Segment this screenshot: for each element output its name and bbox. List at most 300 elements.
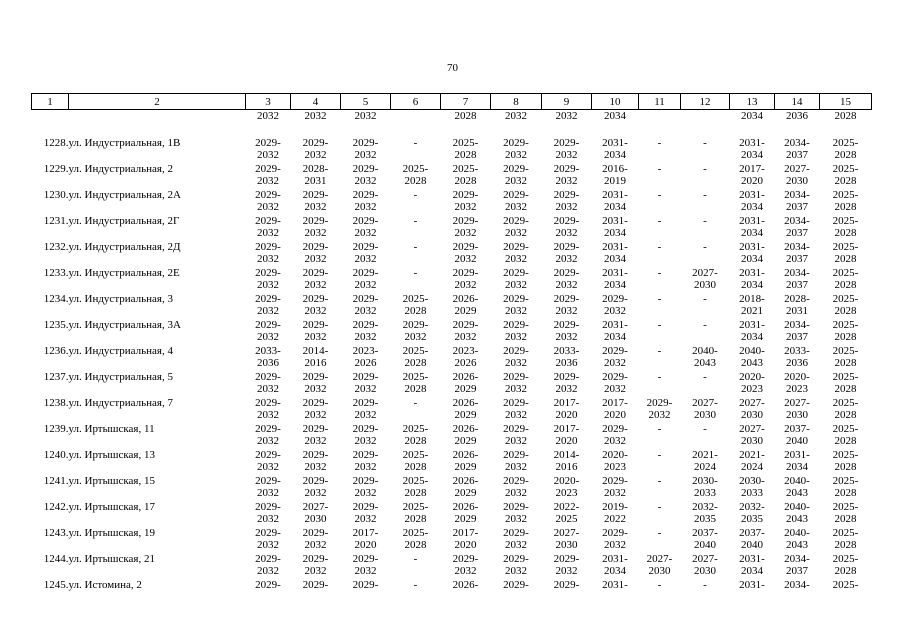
row-number: 1241.: [43, 475, 69, 487]
column-header: 2: [69, 94, 246, 110]
table-cell: 2029- 2032: [255, 501, 281, 525]
table-cell: -: [703, 215, 707, 227]
table-cell: 2026- 2029: [452, 371, 479, 395]
table-cell: 2031- 2034: [739, 137, 765, 161]
table-cell: 2029- 2032: [553, 189, 580, 213]
table-cell: 2025- 2028: [832, 397, 859, 421]
table-row: [32, 552, 872, 578]
table-cell: 2032- 2035: [692, 501, 718, 525]
table-cell: 2025- 2028: [402, 423, 429, 447]
page-number: 70: [447, 62, 458, 74]
table-cell: 2029- 2032: [503, 241, 529, 265]
table-cell: 2017- 2020: [553, 397, 580, 421]
table-cell: 2034: [604, 110, 626, 122]
table-cell: 2026- 2029: [452, 501, 479, 525]
table-cell: 2029- 2032: [503, 527, 529, 551]
table-cell: 2029- 2032: [302, 137, 329, 161]
table-cell: 2031- 2034: [602, 137, 628, 161]
table-cell: 2029- 2032: [352, 267, 379, 291]
row-number: 1232.: [43, 241, 69, 253]
table-cell: 2029- 2032: [602, 423, 628, 447]
table-row: [32, 526, 872, 552]
table-cell: 2025- 2028: [832, 475, 859, 499]
column-header: 6: [391, 94, 441, 110]
table-cell: 2029- 2032: [302, 553, 329, 577]
table-cell: 2029- 2032: [602, 475, 628, 499]
table-row: [32, 448, 872, 474]
table-cell: -: [657, 345, 662, 357]
table-cell: 2029- 2032: [302, 527, 329, 551]
table-cell: 2029-: [352, 579, 379, 591]
row-address: ул. Индустриальная, 2А: [68, 189, 181, 201]
column-header: 7: [441, 94, 491, 110]
table-cell: 2020- 2023: [739, 371, 765, 395]
table-row: [32, 214, 872, 240]
table-cell: 2034- 2037: [784, 267, 810, 291]
table-cell: -: [703, 371, 707, 383]
row-address: ул. Индустриальная, 2: [68, 163, 173, 175]
table-cell: 2034- 2037: [784, 553, 810, 577]
table-cell: 2029- 2032: [255, 397, 281, 421]
table-cell: -: [703, 241, 707, 253]
table-cell: 2029- 2032: [352, 553, 379, 577]
row-number: 1239.: [43, 423, 69, 435]
table-cell: 2025- 2028: [452, 137, 479, 161]
table-cell: 2025- 2028: [832, 241, 859, 265]
table-cell: 2029- 2032: [452, 189, 479, 213]
table-cell: 2032: [505, 110, 527, 122]
table-cell: 2029- 2032: [553, 241, 580, 265]
table-cell: 2025- 2028: [452, 163, 479, 187]
table-cell: [639, 110, 681, 137]
table-cell: 2029- 2032: [302, 215, 329, 239]
table-cell: 2029- 2032: [553, 163, 580, 187]
table-cell: 2021- 2024: [692, 449, 718, 473]
table-cell: 2014- 2016: [302, 345, 329, 369]
table-cell: 2031- 2034: [739, 215, 765, 239]
table-cell: 2031- 2034: [739, 189, 765, 213]
table-cell: 2027- 2030: [692, 267, 718, 291]
table-cell: 2029- 2032: [553, 371, 580, 395]
table-cell: 2032: [354, 110, 377, 122]
table-cell: 2028: [454, 110, 477, 122]
table-cell: 2027- 2030: [553, 527, 580, 551]
table-cell: 2029- 2032: [255, 137, 281, 161]
table-cell: 2029- 2032: [302, 397, 329, 421]
table-cell: 2031- 2034: [739, 267, 765, 291]
table-cell: 2025- 2028: [832, 501, 859, 525]
table-cell: 2029- 2032: [452, 553, 479, 577]
table-cell: 2029- 2032: [302, 423, 329, 447]
table-cell: 2029- 2032: [503, 293, 529, 317]
row-address: ул. Индустриальная, 4: [68, 345, 173, 357]
table-cell: 2028: [834, 110, 857, 122]
table-cell: -: [413, 241, 418, 253]
table-cell: 2029- 2032: [553, 215, 580, 239]
table-cell: 2025- 2028: [402, 501, 429, 525]
table-cell: 2029- 2032: [553, 319, 580, 343]
table-cell: 2029- 2032: [553, 267, 580, 291]
table-cell: 2029- 2032: [352, 215, 379, 239]
table-cell: 2029- 2032: [452, 267, 479, 291]
table-row: [32, 370, 872, 396]
table-row: [32, 136, 872, 162]
table-cell: 2029- 2032: [302, 267, 329, 291]
table-cell: 2031-: [739, 579, 765, 591]
row-number: 1243.: [43, 527, 69, 539]
table-cell: 2034- 2037: [784, 137, 810, 161]
table-cell: 2029- 2032: [352, 189, 379, 213]
table-cell: 2018- 2021: [739, 293, 765, 317]
table-cell: 2031- 2034: [784, 449, 810, 473]
table-cell: 2029- 2032: [503, 475, 529, 499]
row-number: 1237.: [43, 371, 69, 383]
table-cell: 2023- 2026: [452, 345, 479, 369]
table-row: [32, 344, 872, 370]
table-cell: 2026- 2029: [452, 475, 479, 499]
row-number: 1230.: [43, 189, 69, 201]
table-cell: 2029- 2032: [553, 553, 580, 577]
row-address: ул. Иртышская, 19: [68, 527, 155, 539]
table-cell: 2029- 2032: [352, 319, 379, 343]
table-cell: 2020- 2023: [784, 371, 810, 395]
table-cell: 2026- 2029: [452, 397, 479, 421]
table-cell: 2029- 2032: [255, 423, 281, 447]
table-cell: -: [657, 319, 662, 331]
row-address: ул. Индустриальная, 7: [68, 397, 173, 409]
table-cell: 2037- 2040: [739, 527, 765, 551]
row-address: ул. Индустриальная, 3А: [68, 319, 181, 331]
table-cell: -: [657, 475, 662, 487]
table-cell: 2029- 2032: [452, 215, 479, 239]
table-row: [32, 188, 872, 214]
table-cell: 2027- 2030: [692, 553, 718, 577]
row-address: ул. Индустриальная, 1В: [68, 137, 181, 149]
column-header: 4: [291, 94, 341, 110]
row-address: ул. Индустриальная, 3: [68, 293, 173, 305]
row-address: ул. Индустриальная, 2Е: [68, 267, 180, 279]
table-cell: 2029- 2032: [553, 137, 580, 161]
table-cell: 2029- 2032: [255, 553, 281, 577]
table-cell: 2023- 2026: [352, 345, 379, 369]
table-cell: -: [657, 449, 662, 461]
table-cell: -: [703, 137, 707, 149]
table-cell: 2029- 2032: [352, 137, 379, 161]
table-cell: 2029- 2032: [352, 501, 379, 525]
table-row: [32, 292, 872, 318]
table-cell: 2025- 2028: [402, 163, 429, 187]
table-cell: 2027- 2030: [739, 423, 765, 447]
table-cell: 2029- 2032: [503, 319, 529, 343]
table-cell: 2026- 2029: [452, 423, 479, 447]
table-cell: 2040- 2043: [784, 501, 810, 525]
table-cell: 2025- 2028: [402, 475, 429, 499]
table-row: [32, 578, 872, 604]
table-cell: 2025- 2028: [832, 527, 859, 551]
table-cell: 2029- 2032: [255, 267, 281, 291]
table-cell: 2029- 2032: [352, 371, 379, 395]
row-number: 1228.: [43, 137, 69, 149]
column-header: 8: [491, 94, 542, 110]
table-row: [32, 162, 872, 188]
table-cell: 2031-: [602, 579, 628, 591]
table-cell: 2031- 2034: [602, 241, 628, 265]
table-cell: 2040- 2043: [784, 527, 810, 551]
table-cell: 2025- 2028: [832, 163, 859, 187]
table-cell: -: [703, 163, 707, 175]
row-address: ул. Индустриальная, 5: [68, 371, 173, 383]
table-cell: 2029- 2032: [452, 319, 479, 343]
table-cell: 2033- 2036: [255, 345, 281, 369]
table-cell: 2029- 2032: [255, 475, 281, 499]
table-cell: 2031- 2034: [602, 189, 628, 213]
table-cell: 2020- 2023: [553, 475, 580, 499]
table-cell: 2029- 2032: [503, 449, 529, 473]
table-cell: 2032: [257, 110, 279, 122]
table-cell: 2028- 2031: [784, 293, 810, 317]
row-address: ул. Иртышская, 17: [68, 501, 155, 513]
table-cell: -: [413, 397, 418, 409]
table-cell: 2027- 2030: [692, 397, 718, 421]
row-address: ул. Иртышская, 11: [68, 423, 155, 435]
table-cell: 2029- 2032: [255, 527, 281, 551]
table-cell: 2034- 2037: [784, 319, 810, 343]
column-header: 10: [592, 94, 639, 110]
table-cell: -: [413, 137, 418, 149]
table-cell: 2029- 2032: [503, 423, 529, 447]
table-cell: 2029- 2032: [302, 449, 329, 473]
table-cell: 2025- 2028: [402, 449, 429, 473]
table-cell: 2036: [786, 110, 808, 122]
table-cell: -: [703, 319, 707, 331]
table-cell: 2029- 2032: [503, 267, 529, 291]
table-cell: 2034: [741, 110, 763, 122]
table-cell: -: [413, 189, 418, 201]
table-cell: 2029- 2032: [402, 319, 429, 343]
table-cell: 2033- 2036: [784, 345, 810, 369]
column-header: 12: [681, 94, 730, 110]
column-header: 1: [32, 94, 69, 110]
table-cell: -: [657, 423, 662, 435]
table-cell: 2025- 2028: [832, 319, 859, 343]
row-address: ул. Иртышская, 21: [68, 553, 155, 565]
table-cell: 2029- 2032: [553, 293, 580, 317]
column-header: 11: [639, 94, 681, 110]
table-row: [32, 240, 872, 266]
table-cell: 2030- 2033: [739, 475, 765, 499]
table-cell: -: [413, 579, 418, 591]
row-number: 1240.: [43, 449, 69, 461]
table-cell: 2031- 2034: [739, 241, 765, 265]
column-header: 13: [730, 94, 775, 110]
table-cell: 2029- 2032: [352, 163, 379, 187]
continuation-row: [32, 110, 872, 137]
table-cell: -: [657, 579, 662, 591]
table-cell: 2025- 2028: [402, 371, 429, 395]
table-cell: 2029- 2032: [302, 293, 329, 317]
table-cell: 2029- 2032: [452, 241, 479, 265]
table-cell: 2029- 2032: [503, 371, 529, 395]
table-cell: 2027- 2030: [302, 501, 329, 525]
table-cell: 2029- 2032: [302, 189, 329, 213]
table-cell: 2029- 2032: [503, 345, 529, 369]
row-number: 1231.: [43, 215, 69, 227]
table-cell: 2029- 2032: [255, 189, 281, 213]
table-cell: 2025- 2028: [832, 449, 859, 473]
table-row: [32, 318, 872, 344]
table-cell: 2025- 2028: [832, 553, 859, 577]
row-number: 1244.: [43, 553, 69, 565]
table-cell: 2021- 2024: [739, 449, 765, 473]
column-header: 5: [341, 94, 391, 110]
table-cell: 2029- 2032: [255, 319, 281, 343]
table-cell: 2025- 2028: [402, 293, 429, 317]
table-cell: 2029- 2032: [646, 397, 673, 421]
table-cell: 2029- 2032: [602, 371, 628, 395]
table-cell: 2025- 2028: [832, 137, 859, 161]
table-cell: 2028- 2031: [302, 163, 329, 187]
header-row: [32, 94, 872, 110]
table-cell: 2025- 2028: [402, 527, 429, 551]
table-cell: 2025- 2028: [832, 371, 859, 395]
row-number: 1245.: [43, 579, 69, 591]
table-cell: -: [703, 423, 707, 435]
table-cell: 2029- 2032: [352, 241, 379, 265]
table-cell: 2031- 2034: [602, 267, 628, 291]
table-cell: 2030- 2033: [692, 475, 718, 499]
table-cell: -: [703, 189, 707, 201]
table-cell: 2029- 2032: [602, 345, 628, 369]
table-cell: -: [657, 189, 662, 201]
table-cell: 2029- 2032: [352, 423, 379, 447]
table-cell: 2025- 2028: [402, 345, 429, 369]
row-number: 1242.: [43, 501, 69, 513]
table-cell: 2026-: [452, 579, 479, 591]
table-cell: 2029- 2032: [302, 241, 329, 265]
table-cell: 2025-: [832, 579, 859, 591]
table-cell: 2029- 2032: [352, 397, 379, 421]
table-cell: 2029- 2032: [503, 215, 529, 239]
table-cell: 2031- 2034: [739, 553, 765, 577]
table-cell: 2027- 2030: [784, 163, 810, 187]
table-cell: 2029-: [503, 579, 529, 591]
table-cell: 2029- 2032: [503, 189, 529, 213]
table-cell: 2019- 2022: [602, 501, 628, 525]
column-header: 15: [820, 94, 872, 110]
table-cell: 2034- 2037: [784, 189, 810, 213]
table-cell: 2037- 2040: [692, 527, 718, 551]
table-cell: -: [703, 293, 707, 305]
row-number: 1236.: [43, 345, 69, 357]
table-cell: 2029- 2032: [302, 319, 329, 343]
table-cell: 2029- 2032: [255, 449, 281, 473]
table-cell: 2029- 2032: [255, 293, 281, 317]
table-cell: 2025- 2028: [832, 189, 859, 213]
table-cell: 2029- 2032: [352, 475, 379, 499]
table-row: [32, 266, 872, 292]
column-header: 9: [542, 94, 592, 110]
table-cell: 2029- 2032: [352, 449, 379, 473]
table-cell: 2017- 2020: [602, 397, 628, 421]
table-row: [32, 396, 872, 422]
table-cell: [391, 110, 441, 137]
table-cell: 2029-: [553, 579, 580, 591]
row-number: 1233.: [43, 267, 69, 279]
table-cell: 2032: [555, 110, 578, 122]
table-cell: 2031- 2034: [602, 319, 628, 343]
table-cell: 2029- 2032: [503, 553, 529, 577]
table-cell: 2034- 2037: [784, 241, 810, 265]
table-cell: 2026- 2029: [452, 449, 479, 473]
table-cell: 2040- 2043: [784, 475, 810, 499]
table-cell: -: [657, 163, 662, 175]
table-cell: 2029- 2032: [255, 215, 281, 239]
column-header: 3: [246, 94, 291, 110]
table-cell: 2027- 2030: [646, 553, 673, 577]
table-cell: 2016- 2019: [602, 163, 628, 187]
table-body: [32, 110, 872, 605]
table-cell: -: [657, 137, 662, 149]
table-cell: 2017- 2020: [352, 527, 379, 551]
table-cell: 2029- 2032: [255, 241, 281, 265]
table-cell: 2029- 2032: [503, 501, 529, 525]
schedule-table: [31, 93, 872, 604]
table-cell: 2029-: [302, 579, 329, 591]
table-cell: 2027- 2030: [739, 397, 765, 421]
table-cell: 2017- 2020: [452, 527, 479, 551]
table-cell: 2034- 2037: [784, 215, 810, 239]
row-number: 1238.: [43, 397, 69, 409]
table-cell: 2029- 2032: [503, 397, 529, 421]
table-row: [32, 500, 872, 526]
table-cell: 2037- 2040: [784, 423, 810, 447]
table-cell: -: [657, 241, 662, 253]
table-cell: 2025- 2028: [832, 267, 859, 291]
column-header: 14: [775, 94, 820, 110]
table-cell: -: [657, 501, 662, 513]
table-cell: 2033- 2036: [553, 345, 580, 369]
row-number: 1229.: [43, 163, 69, 175]
table-row: [32, 474, 872, 500]
table-cell: 2032- 2035: [739, 501, 765, 525]
table-cell: 2040- 2043: [739, 345, 765, 369]
table-cell: 2029- 2032: [602, 527, 628, 551]
table-cell: 2022- 2025: [553, 501, 580, 525]
table-cell: 2029- 2032: [352, 293, 379, 317]
table-cell: 2017- 2020: [739, 163, 765, 187]
table-cell: [681, 110, 730, 137]
row-number: 1235.: [43, 319, 69, 331]
table-cell: 2040- 2043: [692, 345, 718, 369]
table-cell: -: [657, 293, 662, 305]
table-cell: 2034-: [784, 579, 810, 591]
row-address: ул. Иртышская, 15: [68, 475, 155, 487]
table-cell: 2031- 2034: [739, 319, 765, 343]
row-number: 1234.: [43, 293, 69, 305]
table-cell: 2026- 2029: [452, 293, 479, 317]
table-cell: -: [413, 553, 418, 565]
table-cell: 2014- 2016: [553, 449, 580, 473]
table-cell: -: [703, 579, 707, 591]
table-cell: 2031- 2034: [602, 553, 628, 577]
table-cell: -: [657, 527, 662, 539]
table-cell: 2031- 2034: [602, 215, 628, 239]
table-cell: 2029- 2032: [255, 371, 281, 395]
row-address: ул. Индустриальная, 2Г: [68, 215, 180, 227]
table-cell: 2025- 2028: [832, 293, 859, 317]
table-cell: 2017- 2020: [553, 423, 580, 447]
table-cell: [32, 110, 69, 137]
